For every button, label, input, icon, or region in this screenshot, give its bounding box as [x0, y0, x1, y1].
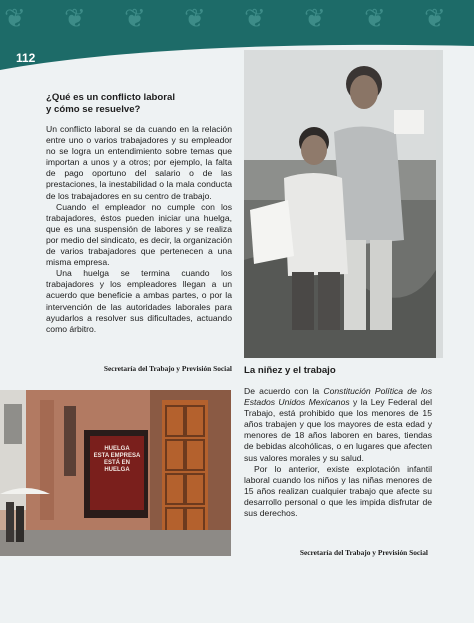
leaf-ornament-icon: ❦: [64, 4, 86, 34]
heading-line-1: ¿Qué es un conflicto laboral: [46, 92, 176, 103]
paragraph-1: Un conflicto laboral se da cuando en la relación entre uno o varios trabajadores y su empleador no se logra un entendimiento sobre temas que importan a unos y a otros; por ejemplo, la falta de pago oportuno del salario o de las prestaciones, la inestabilidad o la mala conducta de los trabajadores en su centro de trabajo.: [46, 124, 232, 201]
leaf-ornament-icon: ❦: [244, 4, 266, 34]
article-heading: [46, 92, 232, 116]
constitution-reference: Constitución Política de los Estados Unidos Mexicanos: [244, 386, 433, 408]
leaf-ornament-icon: ❦: [364, 4, 386, 34]
left-article: [46, 92, 232, 335]
banner-subtitle: ESTA EMPRESA ESTÁ EN HUELGA: [93, 453, 141, 473]
leaf-ornament-icon: ❦: [424, 4, 446, 34]
paragraph-3: Una huelga se termina cuando los trabajadores y los empleadores llegan a un acuerdo que beneficie a ambas partes, o por la intervención de las autoridades laborales para ayudarlos a resolver sus dificultades, actuando como árbitro.: [46, 268, 232, 334]
left-source-credit: Secretaría del Trabajo y Previsión Social: [103, 364, 232, 373]
paragraph-2: Cuando el empleador no cumple con los trabajadores, éstos pueden iniciar una huelga, que es una suspensión de labores y se realiza por medio del sindicato, es decir, la organización de varios trabajadores que pertenecen a una misma empresa.: [46, 201, 232, 268]
leaf-ornament-icon: ❦: [124, 4, 146, 34]
photo-strike-street: [0, 390, 231, 556]
right-article: [244, 386, 432, 519]
right-source-credit: Secretaría del Trabajo y Previsión Social: [299, 548, 428, 557]
photo-children: [244, 50, 443, 358]
leaf-ornament-icon: ❦: [4, 4, 26, 34]
right-paragraph-2: Por lo anterior, existe explotación infantil laboral cuando los niños y las niñas menores de 15 años realizan cualquier trabajo que afecte su desarrollo personal o que les impida disfrutar de sus derechos.: [244, 463, 432, 519]
leaf-ornament-icon: ❦: [184, 4, 206, 34]
heading-line-2: y cómo se resuelve?: [46, 104, 141, 115]
leaf-ornament-icon: ❦: [304, 4, 326, 34]
page-number: 112: [16, 51, 36, 65]
section-title: La niñez y el trabajo: [244, 365, 336, 376]
header-ornament-row: [0, 0, 474, 40]
banner-title: HUELGA: [104, 446, 130, 452]
right-paragraph-1: De acuerdo con la Constitución Política de los Estados Unidos Mexicanos y la Ley Federal del Trabajo, está prohibido que los menores de 15 años trabajen y que los mayores de esta edad y menores de 18 años laboren en bares, tiendas de bebidas alcohólicas, o en lugares que afecten sus valores morales y su salud.: [244, 386, 433, 463]
